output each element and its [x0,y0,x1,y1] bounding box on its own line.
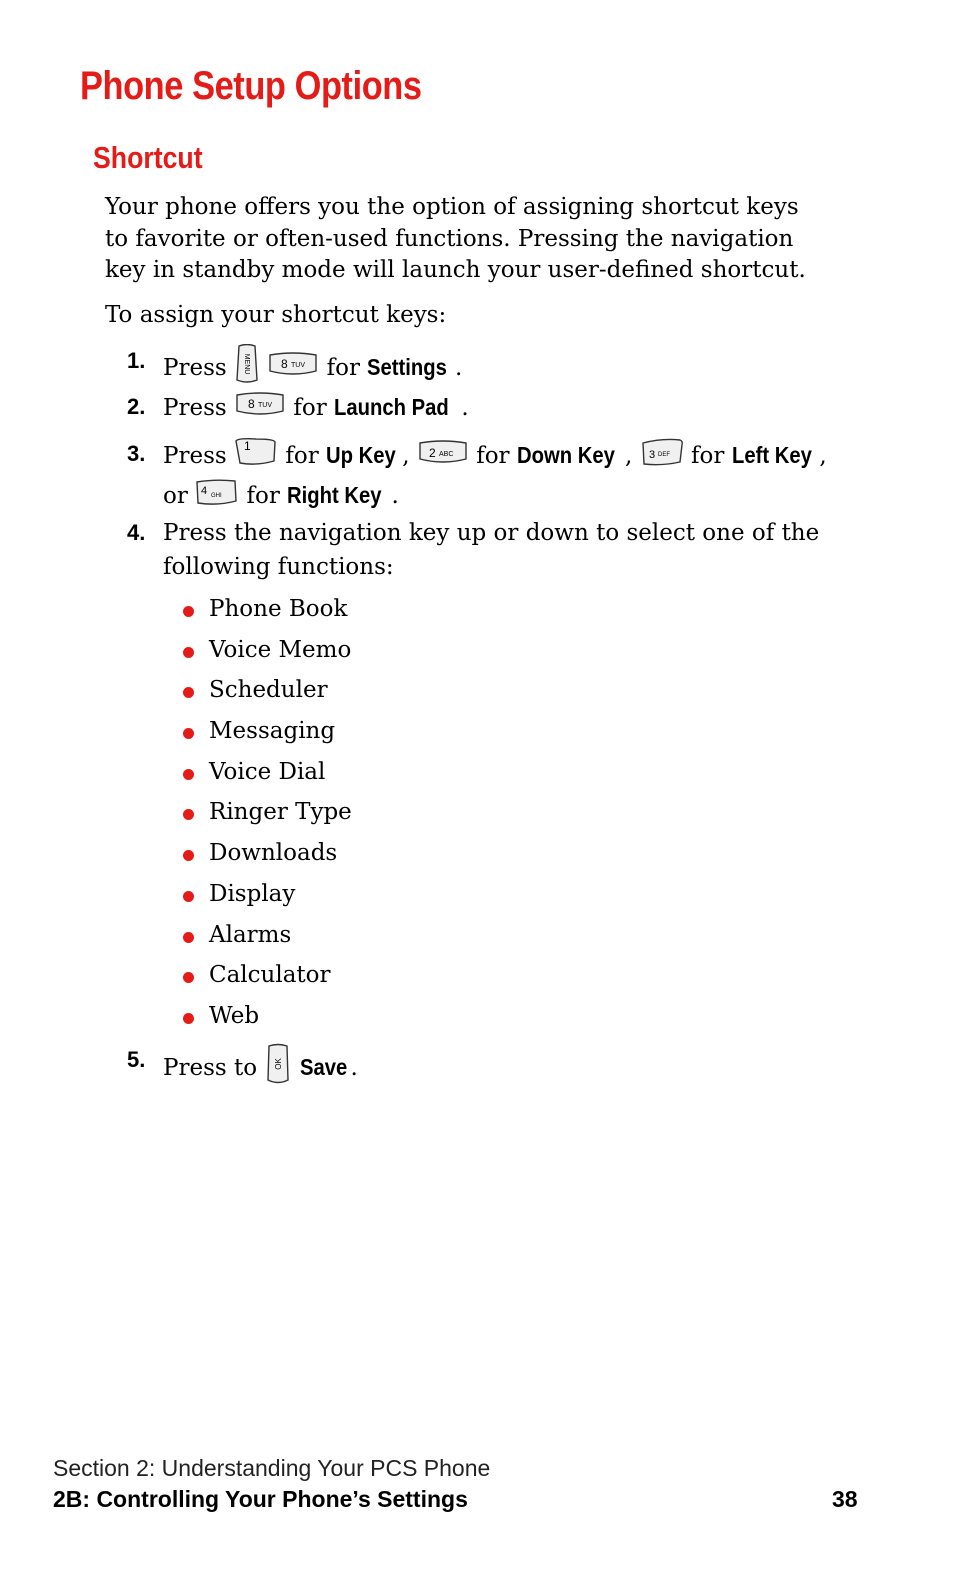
bullet-icon [183,972,194,983]
intro-paragraph: Your phone offers you the option of assigning shortcut keys to favorite or often-used functions. Pressing the navigation key in standby mode will launch your user-defined shortcut. [105,194,806,283]
svg-text:OK: OK [274,1058,284,1070]
list-item: Messaging [183,714,352,755]
step-number: 1. [127,348,146,373]
ok-key-icon [264,1043,292,1095]
settings-label: Settings [367,354,448,380]
up-key-label: Up Key [326,442,396,468]
svg-text:4: 4 [201,485,208,497]
svg-text:MENU: MENU [243,353,251,375]
page-number: 38 [832,1486,858,1512]
list-item: Voice Dial [183,755,352,796]
key-8-icon [267,351,319,387]
step-text: Press the navigation key up or down to select one of the following functions: [163,520,820,580]
bullet-icon [183,769,194,780]
list-item: Scheduler [183,673,352,714]
bullet-icon [183,932,194,943]
bullet-icon [183,606,194,617]
footer-section: Section 2: Understanding Your PCS Phone [53,1455,491,1481]
step-2: 2. Press 8 TUV for Launch Pad . [127,390,827,427]
bullet-icon [183,647,194,658]
key-1-icon [234,437,278,477]
menu-key-icon [234,344,260,394]
bullet-icon [183,687,194,698]
step-5: 5. Press to OK Save . [127,1043,827,1095]
list-item: Ringer Type [183,795,352,836]
svg-text:2: 2 [428,446,436,460]
svg-text:8: 8 [281,357,289,371]
step-number: 4. [127,520,146,545]
key-8-icon [234,391,286,427]
step-number: 3. [127,441,146,466]
list-item: Alarms [183,918,352,959]
svg-text:3: 3 [648,449,655,461]
list-item: Phone Book [183,592,352,633]
svg-text:DEF: DEF [657,452,670,458]
list-item: Web [183,999,352,1040]
list-item: Calculator [183,958,352,999]
svg-text:TUV: TUV [258,402,273,409]
launch-pad-label: Launch Pad [334,394,449,420]
bullet-icon [183,891,194,902]
bullet-icon [183,728,194,739]
svg-text:ABC: ABC [438,451,454,458]
bullet-icon [183,809,194,820]
lead-paragraph: To assign your shortcut keys: [105,302,447,328]
footer-chapter: 2B: Controlling Your Phone’s Settings [53,1486,468,1512]
key-4-icon [195,477,239,517]
step-text: Press [163,355,227,381]
right-key-label: Right Key [287,482,382,508]
save-label: Save [299,1054,347,1080]
down-key-label: Down Key [516,442,615,468]
bullet-icon [183,1013,194,1024]
list-item: Voice Memo [183,633,352,674]
step-3: 3. Press 1 for Up Key , 2 ABC for Down Key , 3 DEF for Left Key , or 4 GHI for Right Key . [127,437,827,517]
list-item: Downloads [183,836,352,877]
bullet-icon [183,850,194,861]
svg-text:TUV: TUV [291,362,306,369]
step-number: 2. [127,394,146,419]
step-number: 5. [127,1047,146,1072]
svg-text:1: 1 [244,439,251,453]
key-2-icon [417,439,469,475]
key-3-icon [640,437,684,477]
function-list [183,592,352,1040]
step-4 [127,516,827,584]
svg-text:8: 8 [248,397,255,411]
svg-text:GHI: GHI [211,493,222,499]
section-title: Shortcut [93,140,203,175]
left-key-label: Left Key [731,442,812,468]
page-title: Phone Setup Options [80,64,422,108]
list-item: Display [183,877,352,918]
step-1: 1. Press MENU 8 TUV for Settings . [127,344,827,394]
